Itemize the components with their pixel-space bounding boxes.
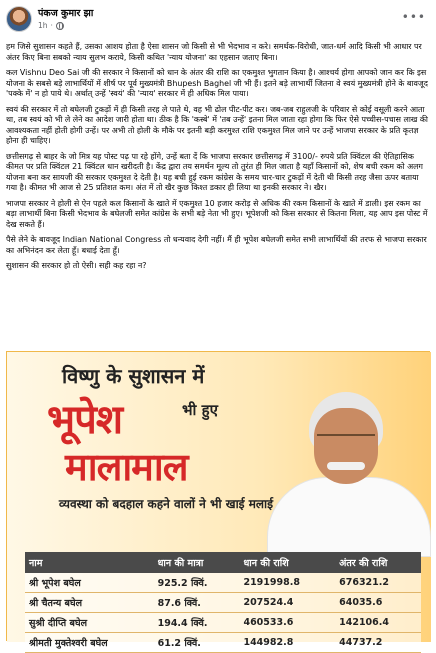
cell-name: श्री भूपेश बघेल (25, 573, 154, 593)
post-time[interactable]: 1h (38, 21, 48, 30)
post-header (6, 4, 430, 38)
beneficiary-table (25, 552, 421, 653)
cell-amount: 2191998.8 (239, 573, 335, 593)
post-image[interactable] (6, 351, 430, 649)
cell-difference: 44737.2 (335, 633, 421, 653)
header-difference: अंतर की राशि (335, 552, 421, 573)
portrait-glasses (317, 434, 375, 446)
table-row (25, 613, 421, 633)
separator-dot: · (50, 21, 53, 30)
graphic-headline-connector: भी हुए (182, 401, 218, 419)
more-options-icon[interactable]: ••• (401, 10, 426, 24)
cell-difference: 64035.6 (335, 593, 421, 613)
cell-quantity: 87.6 क्विं. (154, 593, 240, 613)
politician-portrait (257, 372, 431, 547)
portrait-mustache (327, 462, 365, 470)
portrait-body (267, 477, 431, 557)
post-paragraph: कल Vishnu Deo Sai जी की सरकार ने किसानों को धान के अंतर की राशि का एकमुश्त भुगतान किया है। आश्चर्य होगा आपको जान कर कि इस योजना के सबसे बड़े लाभार्थियों में शीर्ष पर पूर्व मुख्यमंत्री Bhupesh Baghel जी भी हैं। इतने बड़े लाभार्थी जितना वे स्वयं मुख्यमंत्री होने के बावजूद 'पक्के में' न हो पाये थे। अर्थात् उन्हें 'स्वयं' की 'न्याय' सरकार में ही अधिक मिल पाया। (6, 68, 428, 98)
graphic-headline-word: मालामाल (65, 445, 188, 489)
post-meta (38, 21, 64, 30)
cell-difference: 676321.2 (335, 573, 421, 593)
post-paragraph: पैसे लेने के बावजूद Indian National Congress तो धन्यवाद देगी नहीं। मैं ही भूपेश बघेलजी समेत सभी लाभार्थियों की तरफ से भाजपा सरकार का अभिनंदन कर लेता हूँ। बधाई देता हूँ। (6, 235, 427, 255)
cell-quantity: 61.2 क्विं. (154, 633, 240, 653)
cell-difference: 142106.4 (335, 613, 421, 633)
cell-amount: 207524.4 (239, 593, 335, 613)
post-text (6, 42, 430, 277)
graphic-subtitle: व्यवस्था को बदहाल कहने वालों ने भी खाई मलाई (58, 497, 274, 511)
table-row (25, 593, 421, 613)
table-header-row (25, 552, 421, 573)
cell-name: श्री चैतन्य बघेल (25, 593, 154, 613)
post-paragraph: हम जिसे सुशासन कहते हैं, उसका आशय होता है ऐसा शासन जो किसी से भी भेदभाव न करे। समर्थक-विरोधी, जात-धर्म आदि किसी भी आधार पर अंतर किए बिना सबको न्याय सुलभ कराये, किसी कथित 'न्याय योजना' का एहसान जताए बिना। (6, 42, 422, 62)
globe-icon (56, 22, 64, 30)
table-row (25, 573, 421, 593)
cell-amount: 144982.8 (239, 633, 335, 653)
portrait-face (314, 408, 378, 484)
graphic-title: विष्णु के सुशासन में (62, 364, 205, 388)
avatar[interactable] (6, 6, 32, 32)
post-paragraph: स्वयं की सरकार में तो बघेलजी टुकड़ों में ही किसी तरह ले पाते थे, वह भी ढोल पीट-पीट कर। जब-जब राहुलजी के परिवार से कोई वसूली करने आता था, तब स्वयं को भी ले लेने का आदेश जारी होता था। ठीक है कि 'कस्बे' में 'तब उन्हें' इतना मिल जाता रहा होगा कि फिर ऐसे पच्चीस-पचास लाख की आवश्यकता नहीं होती होगी उन्हें। पर अभी तो होली के मौके पर इतनी बड़ी करमुश्त राशि एकमुश्त मिल जाने पर उन्हें भाजपा सरकार के प्रति कृतज्ञ होना ही चाहिए। (6, 104, 428, 145)
cell-quantity: 925.2 क्विं. (154, 573, 240, 593)
cell-name: सुश्री दीप्ति बघेल (25, 613, 154, 633)
graphic-headline-name: भूपेश (47, 397, 123, 443)
post-paragraph: सुशासन की सरकार हो तो ऐसी। सही कह रहा न? (6, 261, 147, 270)
author-name[interactable]: पंकज कुमार झा (38, 8, 94, 19)
header-name: नाम (25, 552, 154, 573)
cell-amount: 460533.6 (239, 613, 335, 633)
header-amount: धान की राशि (239, 552, 335, 573)
post-paragraph: भाजपा सरकार ने होली से ऐन पहले कल किसानों के खाते में एकमुश्त 10 हजार करोड़ से अधिक की रकम किसानों के खाते में डाली। इस रकम का बड़ा लाभार्थी बिना किसी भेदभाव के बघेलजी समेत कांग्रेस के सभी बड़े नेता भी हुए। भूपेशजी को किस सरकार से कितना मिला, यह आप इस पोस्ट में देख सकते हैं। (6, 198, 428, 229)
post-paragraph: छत्तीसगढ़ से बाहर के जो मित्र यह पोस्ट पढ़ पा रहे होंगे, उन्हें बता दें कि भाजपा सरकार छत्तीसगढ़ में 3100/- रुपये प्रति क्विंटल की ऐतिहासिक कीमत पर प्रति क्विंटल 21 क्विंटल धान खरीदती है। केंद्र द्वारा तय समर्थन मूल्य तो तुरंत ही मिल जाता है यहाँ किसानों को, शेष बची रकम को अलग योजना बना कर सायजी की सरकार एकमुश्त दे देती है। यह बची हुई रकम कांग्रेस के समय चार-चार टुकड़ों में देती थी किसी तरह जैसा ऊपर बताया गया है। कीमत भी आज से 25 प्रतिशत कम। अंत में तो खैर कुछ किश्त डकार ही लिया था इनकी सरकार ने। खैर। (6, 151, 423, 192)
header-quantity: धान की मात्रा (154, 552, 240, 573)
cell-quantity: 194.4 क्विं. (154, 613, 240, 633)
cell-name: श्रीमती मुक्तेश्वरी बघेल (25, 633, 154, 653)
table-row (25, 633, 421, 653)
